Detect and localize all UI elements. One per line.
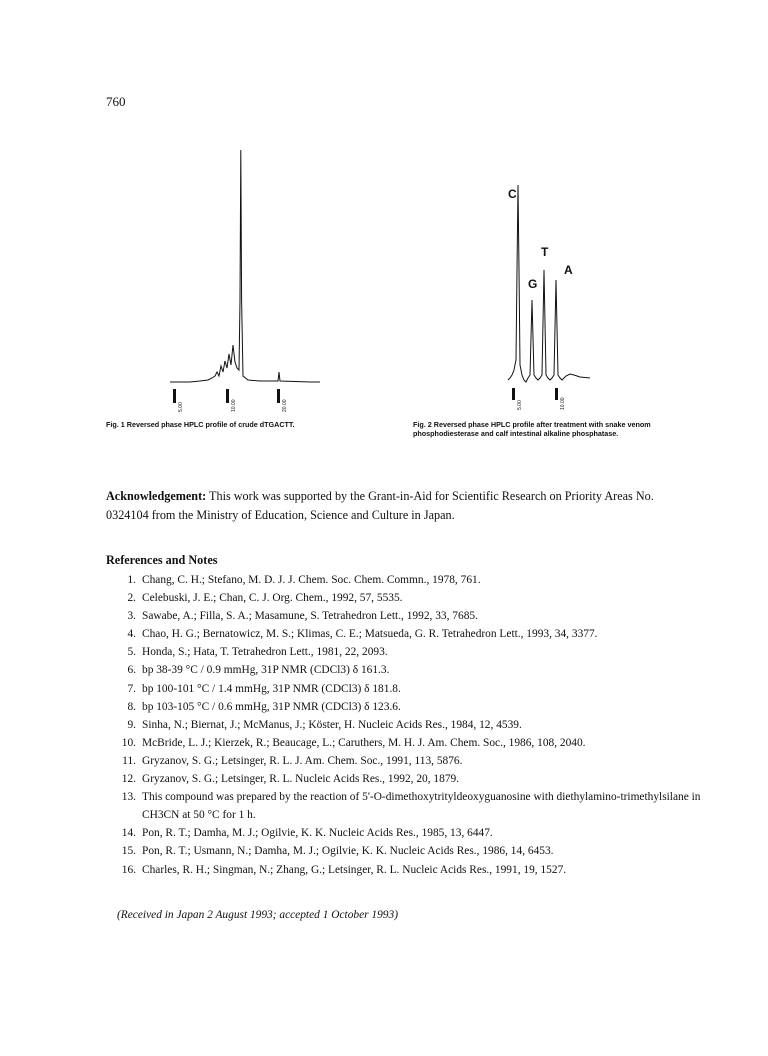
peak-label-t: T	[541, 245, 549, 259]
reference-item: 7. bp 100-101 °C / 1.4 mmHg, 31P NMR (CDCl3) δ 181.8.	[127, 682, 401, 695]
references-heading: References and Notes	[106, 553, 218, 567]
figure-2-caption: Fig. 2 Reversed phase HPLC profile after treatment with snake venom phosphodiesterase and calf intestinal alkaline phosphatase.	[413, 420, 651, 438]
received-note: (Received in Japan 2 August 1993; accepted 1 October 1993)	[117, 909, 398, 921]
tick-label: 20.00	[282, 399, 288, 412]
reference-item: 6. bp 38-39 °C / 0.9 mmHg, 31P NMR (CDCl3) δ 161.3.	[127, 664, 390, 677]
reference-item: 2. Celebuski, J. E.; Chan, C. J. Org. Chem., 1992, 57, 5535.	[127, 592, 403, 605]
reference-item: 16. Charles, R. H.; Singman, N.; Zhang, G.; Letsinger, R. L. Nucleic Acids Res., 1991, 19, 1527.	[121, 863, 567, 876]
reference-item: 4. Chao, H. G.; Bernatowicz, M. S.; Klimas, C. E.; Matsueda, G. R. Tetrahedron Lett., 1993, 34, 3377.	[127, 628, 598, 641]
fig2-tick-markers	[512, 388, 558, 400]
page-number: 760	[106, 94, 126, 109]
tick-label: 10.00	[560, 397, 566, 410]
reference-item: 1. Chang, C. H.; Stefano, M. D. J. J. Chem. Soc. Chem. Commn., 1978, 761.	[127, 574, 481, 586]
reference-item: 3. Sawabe, A.; Filla, S. A.; Masamune, S. Tetrahedron Lett., 1992, 33, 7685.	[127, 610, 478, 623]
references-list	[106, 571, 706, 879]
figure-1-chromatogram	[160, 140, 400, 420]
reference-item: 15. Pon, R. T.; Usmann, N.; Damha, M. J.; Ogilvie, K. K. Nucleic Acids Res., 1986, 14, 6453.	[121, 845, 554, 858]
fig2-trace	[508, 185, 590, 382]
peak-label-a: A	[564, 263, 573, 277]
figure-1-caption: Fig. 1 Reversed phase HPLC profile of crude dTGACTT.	[106, 420, 295, 429]
reference-item: 5. Honda, S.; Hata, T. Tetrahedron Lett., 1981, 22, 2093.	[127, 646, 388, 659]
reference-item: 13. This compound was prepared by the reaction of 5'-O-dimethoxytrityldeoxyguanosine with diethylamino-trimethylsilane in CH3CN at 50 °C for 1 h.	[121, 791, 701, 822]
peak-label-g: G	[528, 277, 538, 291]
fig1-tick-markers	[173, 389, 280, 403]
reference-item: 8. bp 103-105 °C / 0.6 mmHg, 31P NMR (CDCl3) δ 123.6.	[127, 700, 401, 713]
peak-label-c: C	[508, 187, 517, 201]
acknowledgement-lead: Acknowledgement:	[106, 489, 207, 503]
reference-item: 12. Gryzanov, S. G.; Letsinger, R. L. Nucleic Acids Res., 1992, 20, 1879.	[121, 773, 460, 786]
tick-label: 5.00	[178, 402, 184, 412]
reference-item: 14. Pon, R. T.; Damha, M. J.; Ogilvie, K. K. Nucleic Acids Res., 1985, 13, 6447.	[121, 827, 493, 840]
reference-item: 9. Sinha, N.; Biernat, J.; McManus, J.; Köster, H. Nucleic Acids Res., 1984, 12, 4539.	[127, 718, 522, 731]
reference-item: 11. Gryzanov, S. G.; Letsinger, R. L. J. Am. Chem. Soc., 1991, 113, 5876.	[122, 754, 463, 767]
fig1-trace	[170, 150, 320, 382]
acknowledgement-text: This work was supported by the Grant-in-Aid for Scientific Research on Priority Areas No. 0324104 from the Ministry of Education, Science and Culture in Japan.	[106, 489, 654, 522]
tick-label: 5.00	[517, 400, 523, 410]
reference-item: 10. McBride, L. J.; Kierzek, R.; Beaucage, L.; Caruthers, M. H. J. Am. Chem. Soc., 1986, 108, 2040.	[121, 736, 586, 749]
figure-2-chromatogram	[500, 170, 610, 420]
tick-label: 10.00	[231, 399, 237, 412]
acknowledgement	[106, 487, 696, 525]
